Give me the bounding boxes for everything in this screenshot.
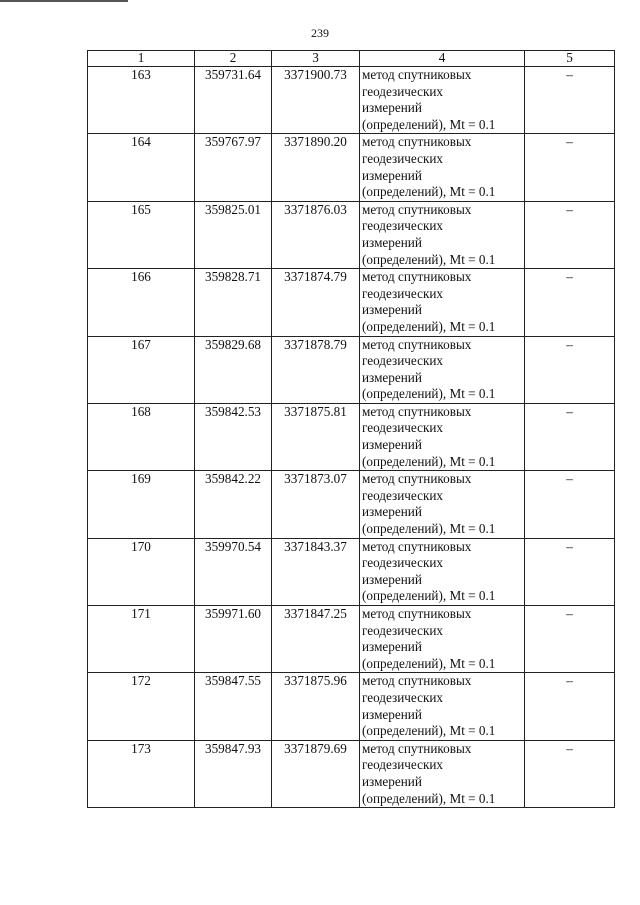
method-text-line: (определений), Mt = 0.1 <box>362 453 496 469</box>
point-number: 167 <box>88 336 195 403</box>
table-row <box>88 471 615 538</box>
point-number: 170 <box>88 538 195 605</box>
coordinate-x: 359847.55 <box>195 673 272 740</box>
point-number: 165 <box>88 201 195 268</box>
coordinates-table <box>87 50 615 808</box>
column-5-value: – <box>525 673 615 740</box>
method-text-line: измерений <box>362 504 422 520</box>
method-text-line: измерений <box>362 639 422 655</box>
method-text-line: (определений), Mt = 0.1 <box>362 184 496 200</box>
coordinate-x: 359847.93 <box>195 740 272 807</box>
method-text-line: измерений <box>362 571 422 587</box>
method-text-line: метод спутниковых <box>362 269 472 285</box>
method-text-line: измерений <box>362 302 422 318</box>
method-description <box>360 269 525 336</box>
method-description <box>360 403 525 470</box>
point-number: 172 <box>88 673 195 740</box>
scan-edge-mark <box>0 0 128 2</box>
point-number: 166 <box>88 269 195 336</box>
method-description <box>360 673 525 740</box>
column-5-value: – <box>525 269 615 336</box>
method-text-line: (определений), Mt = 0.1 <box>362 588 496 604</box>
table-header-row <box>88 51 615 67</box>
method-text-line: измерений <box>362 167 422 183</box>
method-text-line: геодезических <box>362 285 444 301</box>
coordinate-x: 359970.54 <box>195 538 272 605</box>
method-text-line: геодезических <box>362 487 444 503</box>
table-row <box>88 134 615 201</box>
method-text-line: метод спутниковых <box>362 606 472 621</box>
coordinate-y: 3371890.20 <box>272 134 360 201</box>
method-text-line: геодезических <box>362 353 444 369</box>
header-col-4: 4 <box>360 51 525 67</box>
method-text-line: метод спутниковых <box>362 134 472 150</box>
header-col-5: 5 <box>525 51 615 67</box>
coordinate-x: 359828.71 <box>195 269 272 336</box>
table-row <box>88 673 615 740</box>
coordinate-y: 3371876.03 <box>272 201 360 268</box>
table-row <box>88 269 615 336</box>
coordinate-y: 3371875.96 <box>272 673 360 740</box>
method-description <box>360 134 525 201</box>
method-text-line: метод спутниковых <box>362 336 472 352</box>
method-text-line: геодезических <box>362 757 444 773</box>
table-row <box>88 336 615 403</box>
method-description <box>360 538 525 605</box>
coordinate-y: 3371879.69 <box>272 740 360 807</box>
point-number: 164 <box>88 134 195 201</box>
table-row <box>88 403 615 470</box>
page-number: 239 <box>311 26 329 40</box>
point-number: 171 <box>88 606 195 673</box>
method-text-line: (определений), Mt = 0.1 <box>362 723 496 739</box>
method-text-line: измерений <box>362 773 422 789</box>
column-5-value: – <box>525 606 615 673</box>
coordinate-y: 3371843.37 <box>272 538 360 605</box>
method-text-line: (определений), Mt = 0.1 <box>362 521 496 537</box>
header-col-3: 3 <box>272 51 360 67</box>
method-description <box>360 471 525 538</box>
table-row <box>88 740 615 807</box>
method-text-line: геодезических <box>362 218 444 234</box>
table-row <box>88 67 615 134</box>
point-number: 163 <box>88 67 195 134</box>
method-text-line: геодезических <box>362 83 444 99</box>
method-text-line: метод спутниковых <box>362 538 472 554</box>
method-text-line: метод спутниковых <box>362 740 472 756</box>
header-col-2: 2 <box>195 51 272 67</box>
method-text-line: геодезических <box>362 555 444 571</box>
coordinate-y: 3371878.79 <box>272 336 360 403</box>
method-text-line: геодезических <box>362 622 444 638</box>
table-row <box>88 606 615 673</box>
method-text-line: (определений), Mt = 0.1 <box>362 386 496 402</box>
header-col-1: 1 <box>88 51 195 67</box>
column-5-value: – <box>525 134 615 201</box>
method-text-line: (определений), Mt = 0.1 <box>362 251 496 267</box>
column-5-value: – <box>525 538 615 605</box>
point-number: 173 <box>88 740 195 807</box>
coordinate-x: 359767.97 <box>195 134 272 201</box>
method-description <box>360 606 525 673</box>
method-text-line: (определений), Mt = 0.1 <box>362 116 496 132</box>
table-body <box>88 67 615 808</box>
method-text-line: метод спутниковых <box>362 673 472 689</box>
coordinate-y: 3371874.79 <box>272 269 360 336</box>
method-description <box>360 740 525 807</box>
method-description <box>360 336 525 403</box>
method-text-line: измерений <box>362 437 422 453</box>
method-description <box>360 67 525 134</box>
coordinate-x: 359731.64 <box>195 67 272 134</box>
method-text-line: измерений <box>362 234 422 250</box>
method-text-line: геодезических <box>362 420 444 436</box>
coordinate-y: 3371873.07 <box>272 471 360 538</box>
method-text-line: метод спутниковых <box>362 403 472 419</box>
method-text-line: метод спутниковых <box>362 471 472 487</box>
method-text-line: измерений <box>362 100 422 116</box>
method-text-line: метод спутниковых <box>362 201 472 217</box>
coordinate-x: 359825.01 <box>195 201 272 268</box>
point-number: 168 <box>88 403 195 470</box>
method-text-line: (определений), Mt = 0.1 <box>362 790 496 806</box>
coordinate-y: 3371847.25 <box>272 606 360 673</box>
method-text-line: (определений), Mt = 0.1 <box>362 318 496 334</box>
method-text-line: геодезических <box>362 150 444 166</box>
column-5-value: – <box>525 403 615 470</box>
coordinate-y: 3371875.81 <box>272 403 360 470</box>
method-description <box>360 201 525 268</box>
method-text-line: геодезических <box>362 689 444 705</box>
column-5-value: – <box>525 201 615 268</box>
method-text-line: измерений <box>362 369 422 385</box>
column-5-value: – <box>525 471 615 538</box>
column-5-value: – <box>525 336 615 403</box>
column-5-value: – <box>525 67 615 134</box>
method-text-line: (определений), Mt = 0.1 <box>362 655 496 671</box>
column-5-value: – <box>525 740 615 807</box>
point-number: 169 <box>88 471 195 538</box>
method-text-line: измерений <box>362 706 422 722</box>
table-row <box>88 201 615 268</box>
coordinate-x: 359842.22 <box>195 471 272 538</box>
coordinate-x: 359842.53 <box>195 403 272 470</box>
table-row <box>88 538 615 605</box>
coordinate-x: 359971.60 <box>195 606 272 673</box>
coordinate-x: 359829.68 <box>195 336 272 403</box>
coordinate-y: 3371900.73 <box>272 67 360 134</box>
method-text-line: метод спутниковых <box>362 67 472 82</box>
